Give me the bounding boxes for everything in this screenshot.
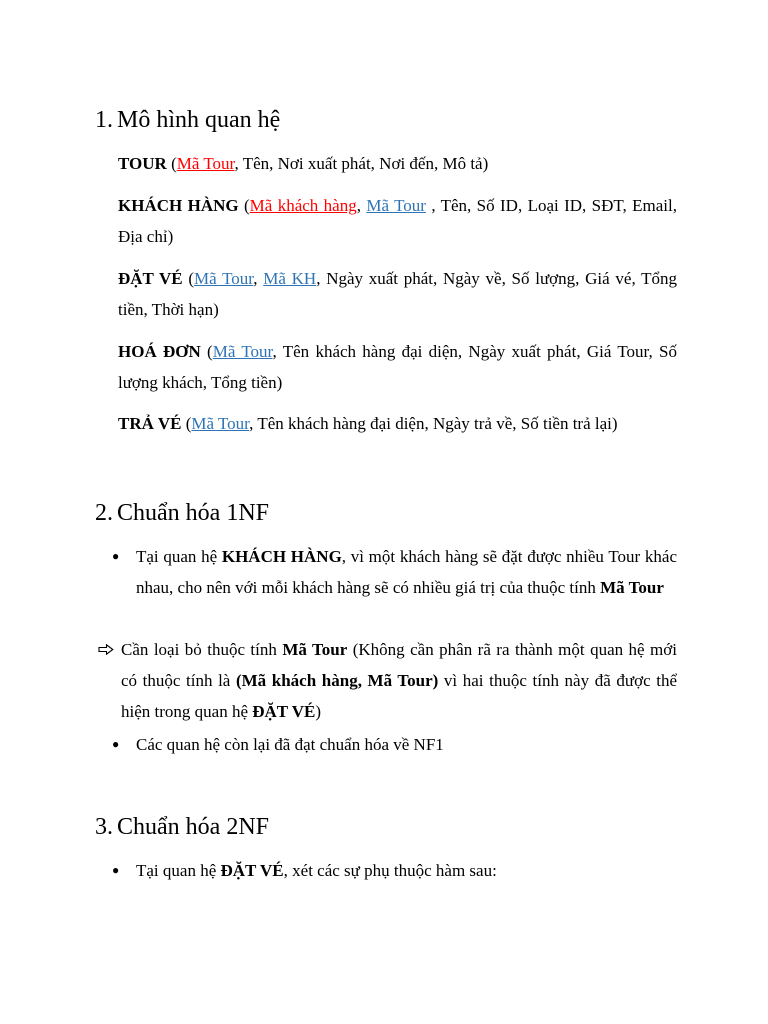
- section-title: Chuẩn hóa 2NF: [117, 814, 269, 840]
- relation-name: TOUR: [118, 154, 167, 173]
- relation-name: TRẢ VÉ: [118, 414, 182, 433]
- separator: ,: [356, 196, 367, 215]
- relation-attributes: , Tên, Số ID, Loại ID, SĐT, Email, Địa chỉ): [118, 196, 677, 246]
- bold-text: (Mã khách hàng, Mã Tour): [235, 671, 439, 690]
- paren-open: (: [181, 414, 192, 433]
- relation-tour: [118, 148, 677, 179]
- foreign-key-link[interactable]: Mã Tour: [366, 196, 426, 215]
- text-run: (Không cần phân rã ra thành một quan hệ mới có thuộc tính là: [121, 640, 677, 690]
- relation-hoa-don: [118, 336, 677, 398]
- relation-attributes: , Tên khách hàng đại diện, Ngày trả về, Số tiền trả lại): [249, 414, 618, 433]
- bullet-dot-icon: ●: [112, 549, 120, 563]
- list-item: [112, 729, 677, 760]
- foreign-key-link[interactable]: Mã Tour: [194, 269, 254, 288]
- primary-key-link[interactable]: Mã khách hàng: [249, 196, 357, 215]
- bold-text: KHÁCH HÀNG: [221, 547, 342, 566]
- relation-name: KHÁCH HÀNG: [118, 196, 239, 215]
- section-title: Chuẩn hóa 1NF: [117, 500, 269, 526]
- text-run: Tại quan hệ: [136, 861, 221, 880]
- bold-text: ĐẶT VÉ: [220, 861, 284, 880]
- relation-attributes: , Tên khách hàng đại diện, Ngày xuất phát, Giá Tour, Số lượng khách, Tổng tiền): [118, 342, 678, 392]
- paren-open: (: [182, 269, 195, 288]
- relation-attributes: , Ngày xuất phát, Ngày về, Số lượng, Giá vé, Tổng tiền, Thời hạn): [118, 269, 677, 319]
- hollow-right-arrow-icon: [98, 644, 114, 655]
- paren-open: (: [200, 342, 213, 361]
- section-title: Mô hình quan hệ: [117, 107, 281, 133]
- text-run: Tại quan hệ: [136, 547, 222, 566]
- bullet-dot-icon: ●: [112, 737, 120, 751]
- bold-text: Mã Tour: [600, 578, 664, 597]
- bold-text: Mã Tour: [282, 640, 348, 659]
- section-number: 1.: [95, 107, 113, 133]
- section-2-heading: [95, 501, 269, 525]
- section-3-heading: [95, 815, 269, 839]
- relation-khach-hang: [118, 190, 677, 252]
- relation-name: HOÁ ĐƠN: [118, 342, 201, 361]
- text-run: Cần loại bỏ thuộc tính: [121, 640, 283, 659]
- list-item: [112, 541, 677, 603]
- section-number: 3.: [95, 814, 113, 840]
- text-run: , xét các sự phụ thuộc hàm sau:: [283, 861, 497, 880]
- foreign-key-link[interactable]: Mã Tour: [212, 342, 273, 361]
- section-number: 2.: [95, 500, 113, 526]
- bullet-dot-icon: ●: [112, 863, 120, 877]
- relation-name: ĐẶT VÉ: [118, 269, 183, 288]
- relation-attributes: , Tên, Nơi xuất phát, Nơi đến, Mô tả): [234, 154, 489, 173]
- section-1-heading: [95, 108, 280, 132]
- foreign-key-link[interactable]: Mã Tour: [191, 414, 250, 433]
- conclusion-item: [121, 634, 677, 727]
- text-run: vì hai thuộc tính này đã được thể hiện trong quan hệ: [121, 671, 677, 721]
- text-run: Các quan hệ còn lại đã đạt chuẩn hóa về NF1: [136, 735, 444, 754]
- relation-dat-ve: [118, 263, 677, 325]
- separator: ,: [253, 269, 264, 288]
- bold-text: ĐẶT VÉ: [252, 702, 316, 721]
- text-run: , vì một khách hàng sẽ đặt được nhiều Tour khác nhau, cho nên với mỗi khách hàng sẽ có nhiều giá trị của thuộc tính: [136, 547, 677, 597]
- foreign-key-link[interactable]: Mã KH: [263, 269, 317, 288]
- primary-key-link[interactable]: Mã Tour: [176, 154, 235, 173]
- paren-open: (: [166, 154, 177, 173]
- list-item: [112, 855, 677, 886]
- paren-open: (: [238, 196, 250, 215]
- relation-tra-ve: [118, 408, 677, 439]
- text-run: ): [315, 702, 322, 721]
